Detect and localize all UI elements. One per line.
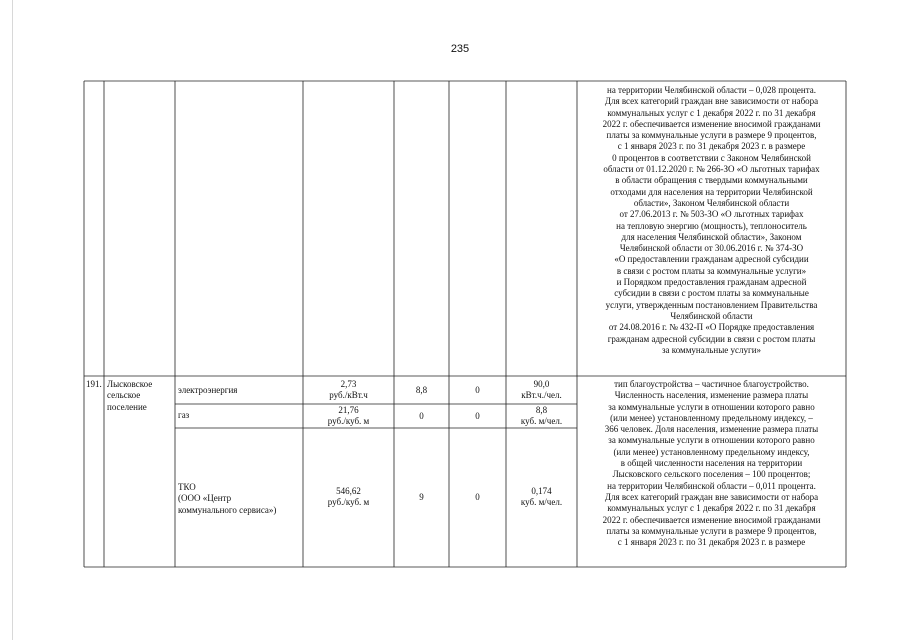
service-norm (506, 379, 577, 402)
notes-line: от 27.06.2013 г. № 503-ЗО «О льготных тарифах (619, 209, 804, 220)
service-name-line: (ООО «Центр (178, 493, 232, 504)
notes-line: на тепловую энергию (мощность), теплоноситель (616, 220, 807, 231)
row-number: 191. (86, 379, 102, 389)
service-name-line: ТКО (178, 482, 196, 492)
notes-line: 366 человек. Доля населения, изменение размера платы (604, 424, 819, 435)
notes-line: для населения Челябинской области», Законом (621, 231, 802, 242)
notes-line: Челябинской области от 30.06.2016 г. № 374-ЗО (619, 243, 804, 254)
service-norm (506, 405, 577, 428)
notes-line: отходами для населения на территории Челябинской (610, 186, 813, 197)
settlement-line: Лысковское (107, 379, 153, 389)
notes-line: «О предоставлении гражданам адресной субсидии (614, 254, 809, 265)
notes-line: за коммунальные услуги в отношении которого равно (608, 401, 815, 412)
notes-line: с 1 января 2023 г. по 31 декабря 2023 г. в размере (617, 141, 806, 152)
notes-line: и Порядком предоставления гражданам адресной (616, 277, 807, 288)
notes-line: (или менее) установленному предельному индексу, – (610, 412, 813, 423)
notes-line: 2022 г. обеспечивается изменение вносимой гражданами (602, 514, 821, 525)
notes-line: 2022 г. обеспечивается изменение вносимой гражданами (602, 118, 821, 129)
tariff-value: 21,76 (338, 405, 359, 415)
notes-line: коммунальных услуг с 1 декабря 2022 г. по 31 декабря (607, 503, 816, 514)
service-index: 0 (419, 411, 424, 421)
norm-unit: куб. м/чел. (520, 416, 563, 427)
notes-line: в области обращения с твердыми коммунальными (615, 175, 808, 186)
tariff-unit: руб./куб. м (327, 497, 370, 508)
norm-value: 90,0 (533, 379, 550, 389)
service-deviation: 0 (475, 411, 480, 421)
service-name (178, 482, 276, 516)
notes-line: на территории Челябинской области – 0,028 процента. (607, 85, 816, 95)
norm-unit: кВт.ч./чел. (521, 390, 562, 401)
notes-line: области от 01.12.2020 г. № 266-ЗО «О льготных тарифах (603, 164, 820, 175)
service-tariff (303, 379, 394, 402)
notes-line: Челябинской области (670, 310, 753, 321)
notes-line: коммунальных услуг с 1 декабря 2022 г. по 31 декабря (607, 107, 816, 118)
service-tariff (303, 405, 394, 428)
notes-line: (или менее) установленному предельному индексу, (613, 446, 810, 457)
tariff-value: 546,62 (336, 486, 361, 496)
settlement-line: сельское (107, 390, 141, 401)
notes-line: от 24.08.2016 г. № 432-П «О Порядке предоставления (608, 322, 815, 333)
notes-line: Численность населения, изменение размера платы (614, 390, 809, 401)
norm-value: 8,8 (535, 405, 548, 415)
service-deviation: 0 (475, 492, 480, 502)
notes-line: тип благоустройства – частичное благоустройство. (614, 379, 809, 389)
norm-unit: куб. м/чел. (520, 497, 563, 508)
notes-line: 0 процентов в соответствии с Законом Челябинской (612, 152, 811, 163)
page-number: 235 (450, 43, 470, 55)
service-name: газ (178, 410, 190, 420)
service-index: 8,8 (415, 385, 428, 395)
norm-value: 0,174 (531, 486, 552, 496)
service-norm (506, 486, 577, 509)
service-index: 9 (419, 492, 424, 502)
service-deviation: 0 (475, 385, 480, 395)
notes-line: Лысковского сельского поселения – 100 процентов; (612, 469, 811, 480)
notes-line: на территории Челябинской области – 0,011 процента. (607, 480, 816, 491)
previous-row-notes (578, 85, 845, 356)
settlement-line: поселение (107, 401, 147, 412)
settlement-name (107, 379, 152, 413)
notes-line: в общей численности населения на территории (620, 458, 803, 469)
tariff-unit: руб./кВт.ч (329, 390, 368, 401)
notes-line: в связи с ростом платы за коммунальные услуги» (616, 265, 807, 276)
tariff-value: 2,73 (340, 379, 357, 389)
service-name: электроэнергия (178, 385, 238, 395)
notes-line: платы за коммунальные услуги в размере 9 процентов, (606, 525, 817, 536)
row-notes (578, 379, 845, 548)
tariff-unit: руб./куб. м (327, 416, 370, 427)
notes-line: субсидии в связи с ростом платы за коммунальные (614, 288, 809, 299)
service-tariff (303, 486, 394, 509)
notes-line: Для всех категорий граждан вне зависимости от набора (604, 96, 819, 107)
service-name-line: коммунального сервиса») (178, 504, 277, 515)
notes-line: за коммунальные услуги в отношении которого равно (608, 435, 815, 446)
notes-line: за коммунальные услуги» (661, 344, 762, 355)
notes-line: Для всех категорий граждан вне зависимости от набора (604, 491, 819, 502)
notes-line: с 1 января 2023 г. по 31 декабря 2023 г. в размере (617, 537, 806, 548)
notes-line: гражданам адресной субсидии в связи с ростом платы (607, 333, 816, 344)
notes-line: платы за коммунальные услуги в размере 9 процентов, (606, 130, 817, 141)
notes-line: области», Законом Челябинской области (633, 197, 790, 208)
notes-line: услуги, утвержденным постановлением Правительства (605, 299, 818, 310)
